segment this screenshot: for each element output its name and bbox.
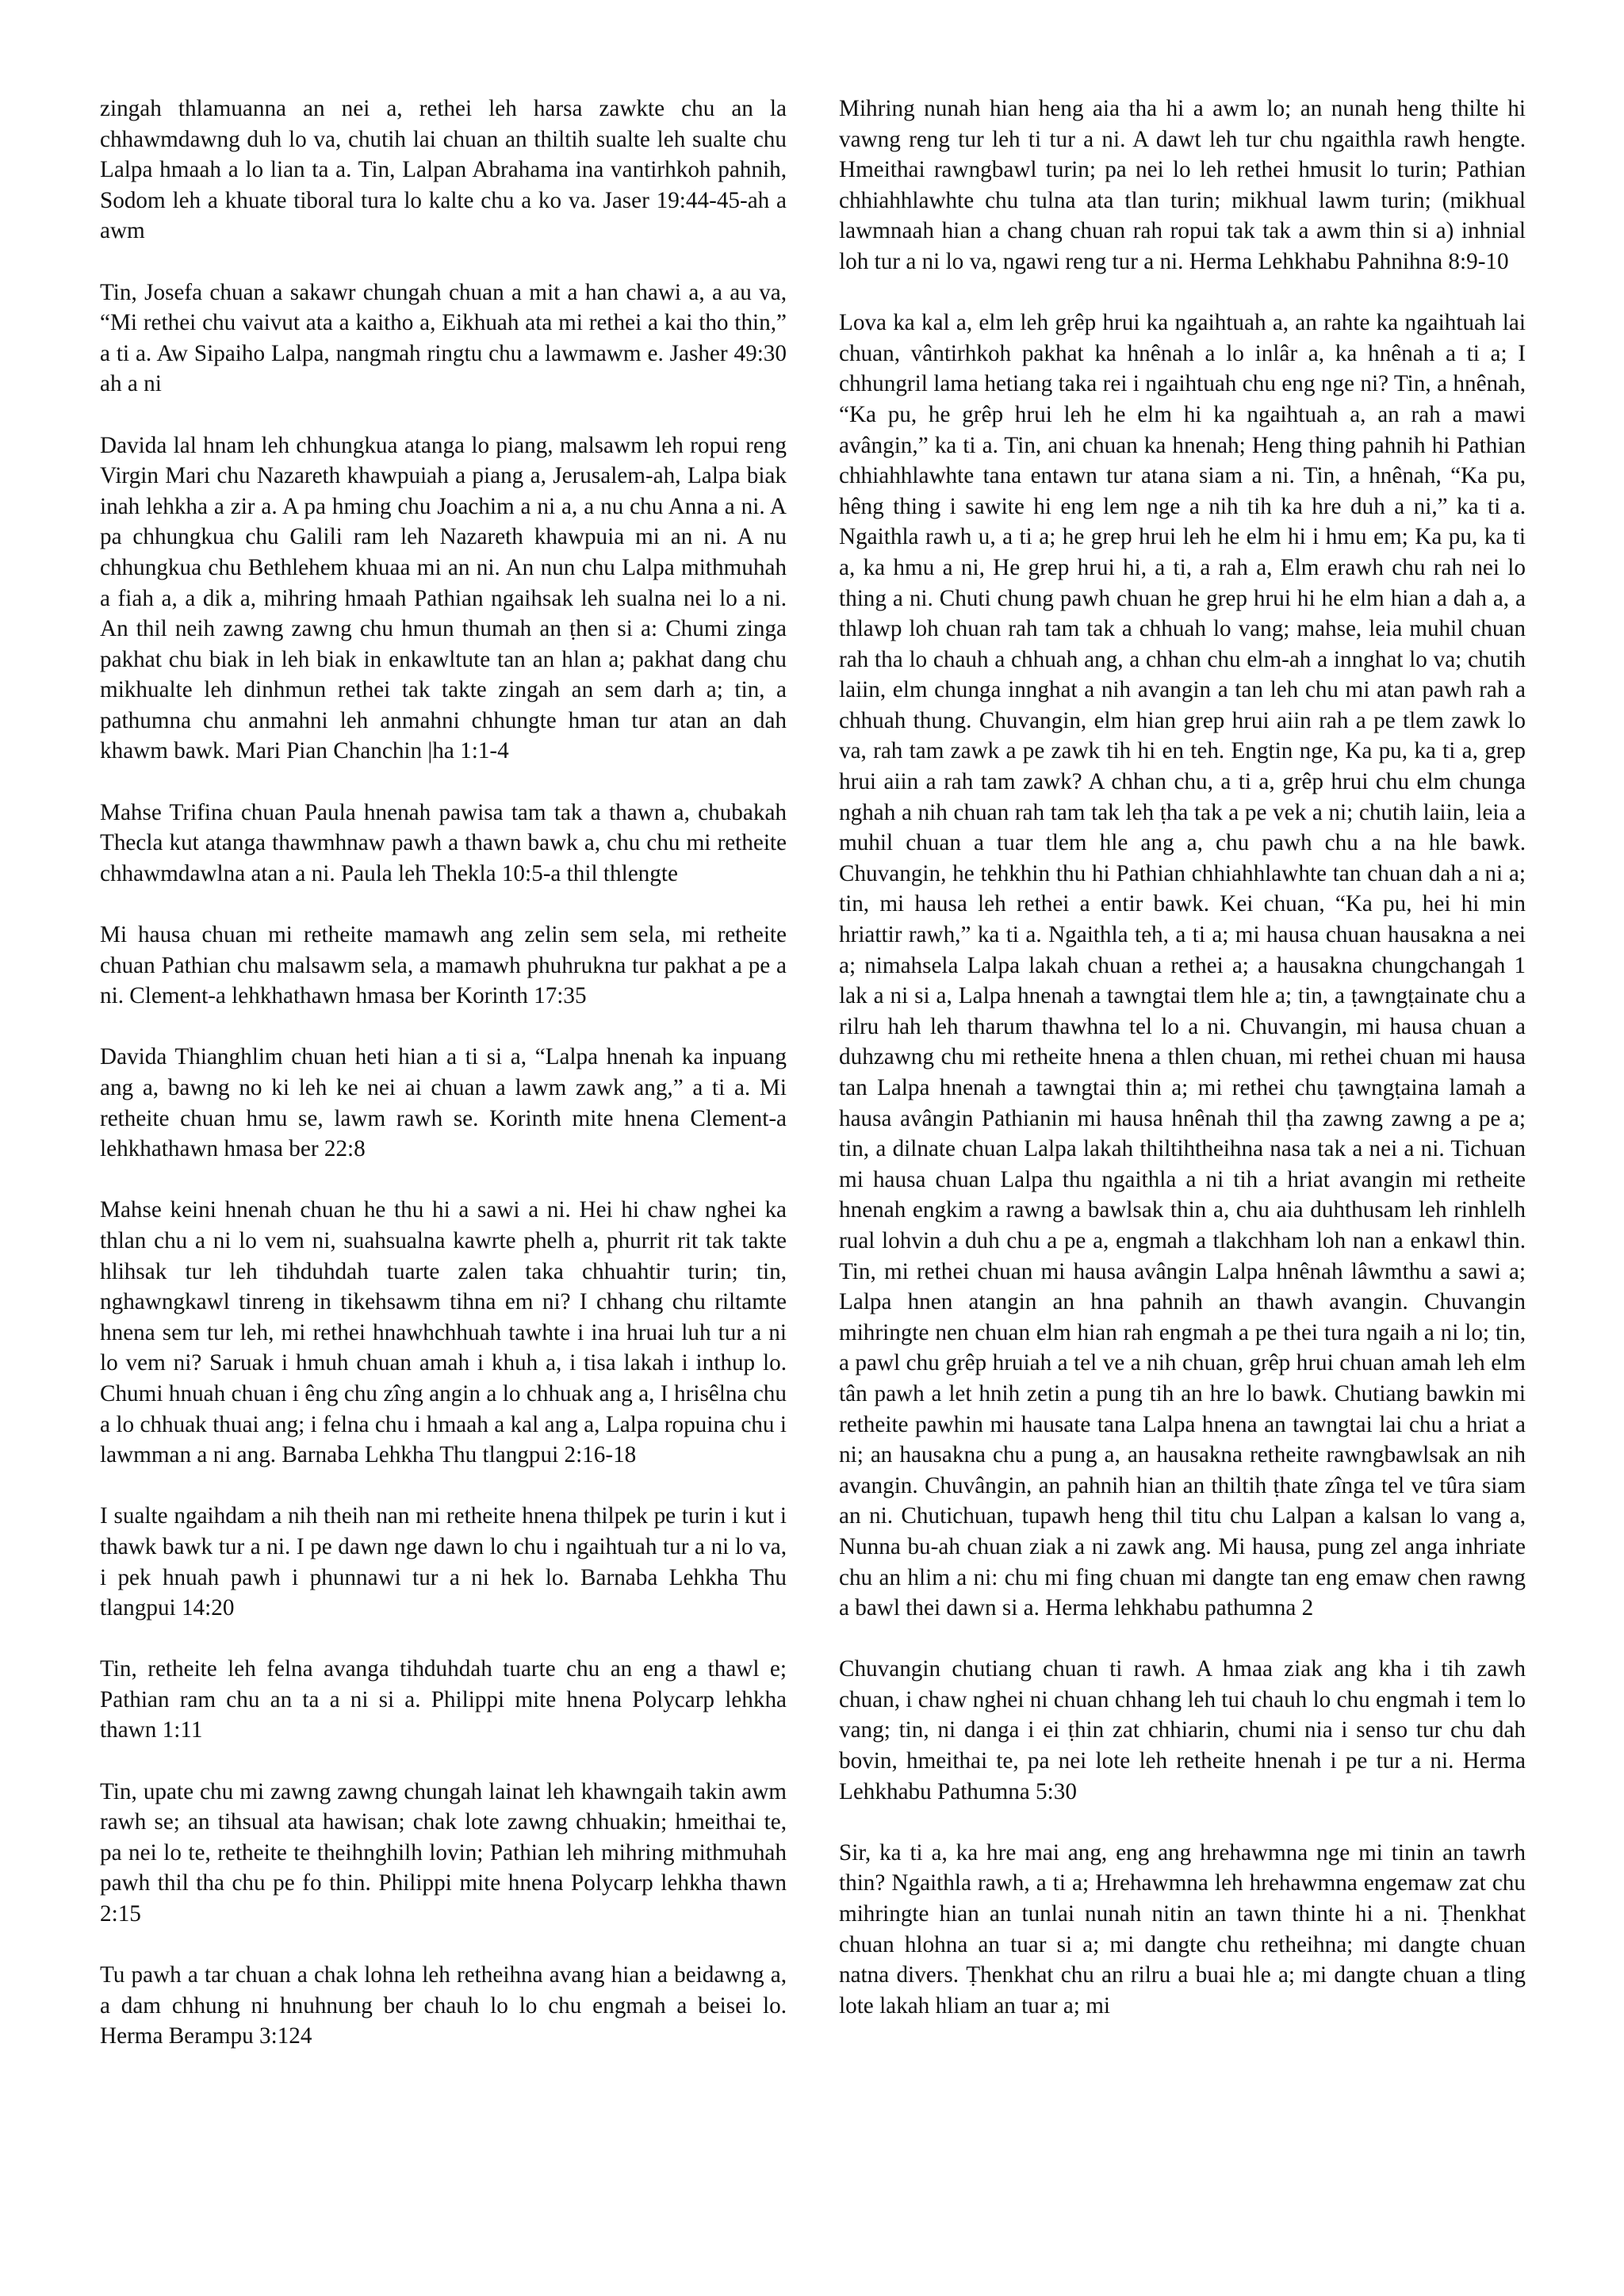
paragraph: Tin, retheite leh felna avanga tihduhdah tuarte chu an eng a thawl e; Pathian ram chu an ta a ni si a. Philippi mite hnena Polycarp lehkha thawn 1:11: [100, 1656, 787, 1743]
paragraph: Mihring nunah hian heng aia tha hi a awm lo; an nunah heng thilte hi vawng reng tur leh ti tur a ni. A dawt leh tur chu ngaithla rawh hengte. Hmeithai rawngbawl turin; pa nei lo leh rethei hmusit lo turin; Pathian chhiahhlawhte chu tulna ata tlan turin; mikhual lawm turin; (mikhual lawmnaah hian a chang chuan rah ropui tak tak a awm thin si a) inhnial loh tur a ni lo va, ngawi reng tur a ni. Herma Lehkhabu Pahnihna 8:9-10: [839, 96, 1526, 274]
paragraph: Mi hausa chuan mi retheite mamawh ang zelin sem sela, mi retheite chuan Pathian chu malsawm sela, a mamawh phuhrukna tur pakhat a pe a ni. Clement-a lehkhathawn hmasa ber Korinth 17:35: [100, 922, 787, 1009]
right-column: [839, 94, 1526, 2021]
paragraph: Davida lal hnam leh chhungkua atanga lo piang, malsawm leh ropui reng Virgin Mari chu Nazareth khawpuiah a piang a, Jerusalem-ah, Lalpa biak inah lehkha a zir a. A pa hming chu Joachim a ni a, a nu chu Anna a ni. A pa chhungkua chu Galili ram leh Nazareth khawpuia mi an ni. A nu chhungkua chu Bethlehem khuaa mi an ni. An nun chu Lalpa mithmuhah a fiah a, a dik a, mihring hmaah Pathian ngaihsak leh sualna nei lo a ni. An thil neih zawng zawng chu hmun thumah an ṭhen si a: Chumi zinga pakhat chu biak in leh biak in enkawltute tan an hlan a; pakhat dang chu mikhualte leh dinhmun rethei tak takte zingah an sem darh a; tin, a pathumna chu anmahni leh anmahni chhungte hman tur atan an dah khawm bawk. Mari Pian Chanchin |ha 1:1-4: [100, 432, 787, 764]
paragraph: zingah thlamuanna an nei a, rethei leh harsa zawkte chu an la chhawmdawng duh lo va, chutih lai chuan an thiltih sualte leh sualte chu Lalpa hmaah a lo lian ta a. Tin, Lalpan Abrahama ina vantirhkoh pahnih, Sodom leh a khuate tiboral tura lo kalte chu a ko va. Jaser 19:44-45-ah a awm: [100, 96, 787, 244]
paragraph: Tu pawh a tar chuan a chak lohna leh retheihna avang hian a beidawng a, a dam chhung ni hnuhnung ber chauh lo lo chu engmah a beisei lo. Herma Berampu 3:124: [100, 1962, 787, 2049]
paragraph: Tin, Josefa chuan a sakawr chungah chuan a mit a han chawi a, a au va, “Mi rethei chu vaivut ata a kaitho a, Eikhuah ata mi rethei a kai tho thin,” a ti a. Aw Sipaiho Lalpa, nangmah ringtu chu a lawmawm e. Jasher 49:30 ah a ni: [100, 279, 787, 397]
paragraph: Sir, ka ti a, ka hre mai ang, eng ang hrehawmna nge mi tinin an tawrh thin? Ngaithla rawh, a ti a; Hrehawmna leh hrehawmna engemaw zat chu mihringte hian an tunlai nunah nitin an tawn thinte hi a ni. Ṭhenkhat chuan hlohna an tuar si a; mi dangte chu retheihna; mi dangte chuan natna divers. Ṭhenkhat chu an rilru a buai hle a; mi dangte chuan a tling lote lakah hliam an tuar a; mi: [839, 1839, 1526, 2019]
paragraph: Tin, upate chu mi zawng zawng chungah lainat leh khawngaih takin awm rawh se; an tihsual ata hawisan; chak lote zawng chhuakin; hmeithai te, pa nei lo te, retheite te theihnghilh lovin; Pathian leh mihring mithmuhah pawh thil tha chu pe fo thin. Philippi mite hnena Polycarp lehkha thawn 2:15: [100, 1778, 787, 1927]
paragraph: Lova ka kal a, elm leh grêp hrui ka ngaihtuah a, an rahte ka ngaihtuah lai chuan, vântirhkoh pakhat ka hnênah a lo inlâr a, ka hnênah a ti a; I chhungril lama hetiang taka rei i ngaihtuah chu eng nge ni? Tin, a hnênah, “Ka pu, he grêp hrui leh he elm hi ka ngaihtuah a, an rah a mawi avângin,” ka ti a. Tin, ani chuan ka hnenah; Heng thing pahnih hi Pathian chhiahhlawhte tana entawn tur atana siam a ni. Tin, a hnênah, “Ka pu, hêng thing i sawite hi eng lem nge a nih tih ka hre duh a ni,” ka ti a. Ngaithla rawh u, a ti a; he grep hrui leh he elm hi i hmu em; Ka pu, ka ti a, ka hmu a ni, He grep hrui hi, a ti, a rah a, Elm erawh chu rah nei lo thing a ni. Chuti chung pawh chuan he grep hrui hi he elm hian a dah a, a thlawp loh chuan rah tam tak a chhuah lo vang; mahse, leia muhil chuan rah tha lo chauh a chhuah ang, a chhan chu elm-ah a innghat lo va; chutih laiin, elm chunga innghat a nih avangin a tan leh chu mi atan pawh rah a chhuah thung. Chuvangin, elm hian grep hrui aiin rah a pe tlem zawk lo va, rah tam zawk a pe zawk tih hi en teh. Engtin nge, Ka pu, ka ti a, grep hrui aiin a rah tam zawk? A chhan chu, a ti a, grêp hrui chu elm chunga nghah a nih chuan rah tam tak leh ṭha tak a pe vek a ni; chutih laiin, leia a muhil chuan a tuar tlem hle ang a, chu pawh chu a na hle bawk. Chuvangin, he tehkhin thu hi Pathian chhiahhlawhte tan chuan dah a ni a; tin, mi hausa leh rethei a entir bawk. Kei chuan, “Ka pu, hei hi min hriattir rawh,” ka ti a. Ngaithla teh, a ti a; mi hausa chuan hausakna a nei a; nimahsela Lalpa lakah chuan a rethei a; a hausakna chungchangah 1 lak a ni si a, Lalpa hnenah a tawngtai tlem hle a; tin, a ṭawngṭainate chu a rilru hah leh tharum thawhna tel lo a ni. Chuvangin, mi hausa chuan a duhzawng chu mi retheite hnena a thlen chuan, mi rethei chuan mi hausa tan Lalpa hnenah a tawngtai thin a; mi rethei chu ṭawngṭaina lamah a hausa avângin Pathianin mi hausa hnênah thil ṭha zawng zawng a pe a; tin, a dilnate chuan Lalpa lakah thiltihtheihna nasa tak a nei a ni. Tichuan mi hausa chuan Lalpa thu ngaithla a ni tih a hriat avangin mi retheite hnenah engkim a rawng a bawlsak thin a, chu aia duhthusam leh rinhlelh rual lohvin a duh chu a pe a, engmah a tlakchham loh nan a enkawl thin. Tin, mi rethei chuan mi hausa avângin Lalpa hnênah lâwmthu a sawi a; Lalpa hnen atangin an hna pahnih an thawh avangin. Chuvangin mihringte nen chuan elm hian rah engmah a pe thei tura ngaih a ni lo; tin, a pawl chu grêp hruiah a tel ve a nih chuan, grêp hrui chuan amah leh elm tân pawh a let hnih zetin a pung tih an hre lo bawk. Chutiang bawkin mi retheite pawhin mi hausate tana Lalpa hnena an tawngtai lai chu a hriat a ni; an hausakna chu a pung a, an hausakna retheite rawngbawlsak an nih avangin. Chuvângin, an pahnih hian an thiltih ṭhate zînga tel ve tûra siam an ni. Chutichuan, tupawh heng thil titu chu Lalpan a kalsan lo vang a, Nunna bu-ah chuan ziak a ni zawk ang. Mi hausa, pung zel anga inhriate chu an hlim a ni: chu mi fing chuan mi dangte tan eng emaw chen rawng a bawl thei dawn si a. Herma lehkhabu pathumna 2: [839, 310, 1526, 1621]
left-column: [100, 94, 787, 2052]
paragraph: Mahse Trifina chuan Paula hnenah pawisa tam tak a thawn a, chubakah Thecla kut atanga thawmhnaw pawh a thawn bawk a, chu chu mi retheite chhawmdawlna atan a ni. Paula leh Thekla 10:5-a thil thlengte: [100, 799, 787, 886]
paragraph: Mahse keini hnenah chuan he thu hi a sawi a ni. Hei hi chaw nghei ka thlan chu a ni lo vem ni, suahsualna kawrte phelh a, phurrit rit tak takte hlihsak tur leh tihduhdah tuarte zalen taka chhuahtir turin; tin, nghawngkawl tinreng in tikehsawm tihna em ni? I chhang chu riltamte hnena sem tur leh, mi rethei hnawhchhuah tawhte i ina hruai luh tur a ni lo vem ni? Saruak i hmuh chuan amah i khuh a, i tisa lakah i inthup lo. Chumi hnuah chuan i êng chu zîng angin a lo chhuak ang a, I hrisêlna chu a lo chhuak thuai ang; i felna chu i hmaah a kal ang a, Lalpa ropuina chu i lawmman a ni ang. Barnaba Lehkha Thu tlangpui 2:16-18: [100, 1197, 787, 1468]
paragraph: I sualte ngaihdam a nih theih nan mi retheite hnena thilpek pe turin i kut i thawk bawk tur a ni. I pe dawn nge dawn lo chu i ngaihtuah tur a ni lo va, i pek hnuah pawh i phunnawi tur a ni hek lo. Barnaba Lehkha Thu tlangpui 14:20: [100, 1503, 787, 1621]
paragraph: Chuvangin chutiang chuan ti rawh. A hmaa ziak ang kha i tih zawh chuan, i chaw nghei ni chuan chhang leh tui chauh lo chu engmah i tem lo vang; tin, ni danga i ei ṭhin zat chhiarin, chumi nia i senso tur chu dah bovin, hmeithai te, pa nei lote leh retheite hnenah i pe tur a ni. Herma Lehkhabu Pathumna 5:30: [839, 1656, 1526, 1804]
paragraph: Davida Thianghlim chuan heti hian a ti si a, “Lalpa hnenah ka inpuang ang a, bawng no ki leh ke nei ai chuan a lawm zawk ang,” a ti a. Mi retheite chuan hmu se, lawm rawh se. Korinth mite hnena Clement-a lehkhathawn hmasa ber 22:8: [100, 1044, 787, 1162]
